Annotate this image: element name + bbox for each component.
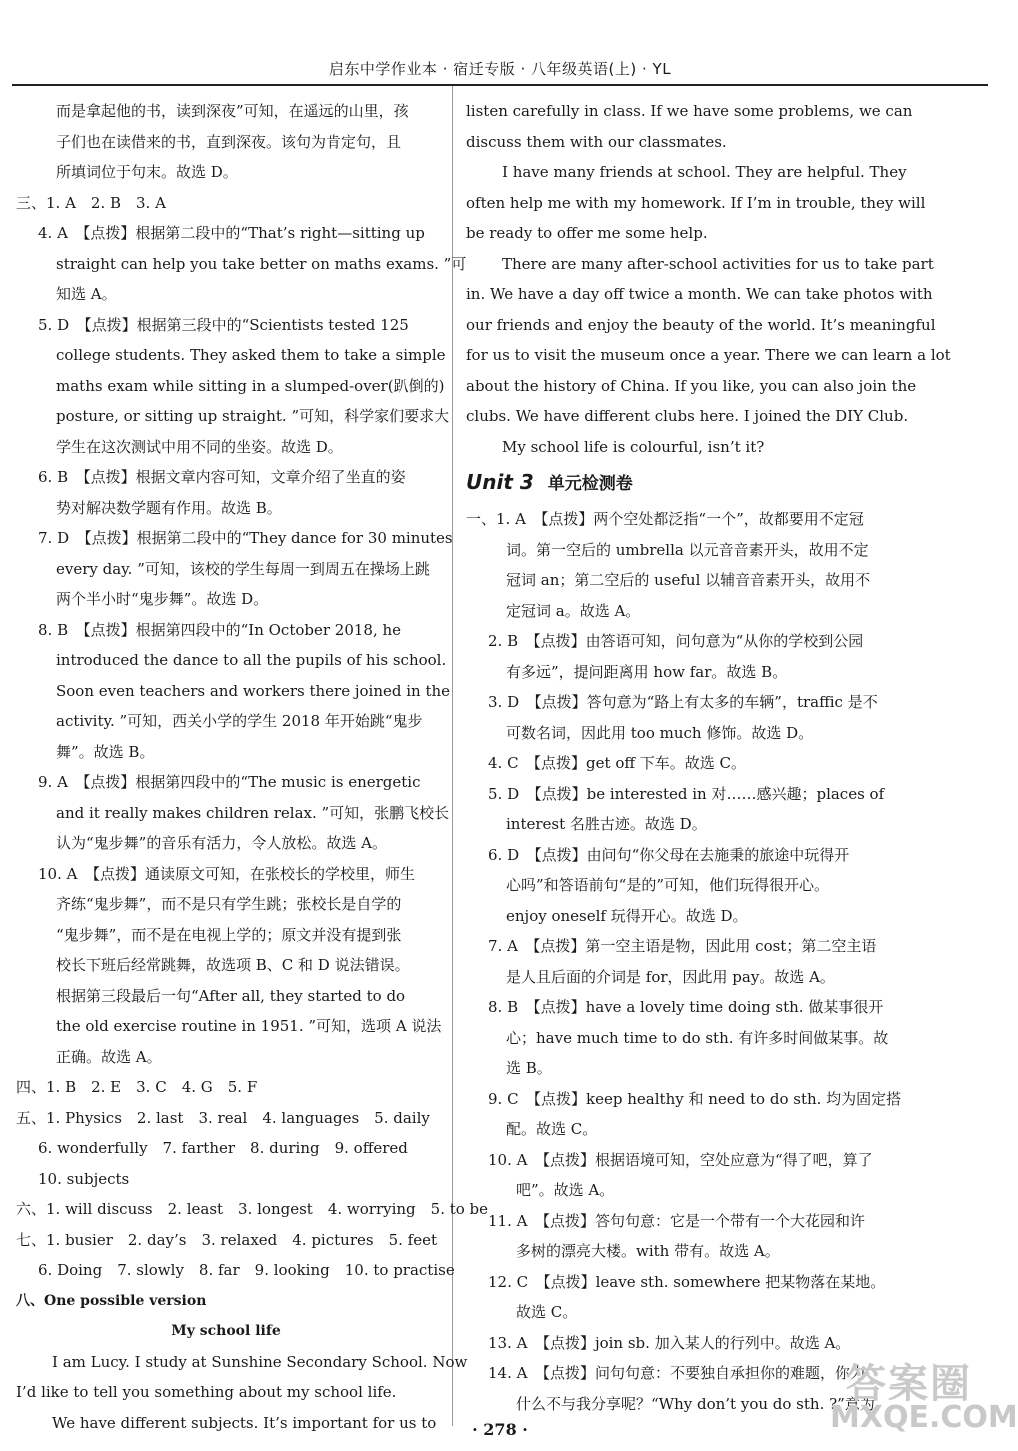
text-line: 14. A 【点拨】问句句意：不要独自承担你的难题，你为 [488,1364,865,1382]
text-line: 10. A 【点拨】通读原文可知，在张校长的学校里，师生 [38,864,415,883]
text-line: Soon even teachers and workers there joined in the [56,681,451,700]
text-line: 9. A 【点拨】根据第四段中的“The music is energetic [38,773,421,791]
text-line: listen carefully in class. If we have some problems, we can [466,102,913,120]
text-line: 什么不与我分享呢？“Why don’t you do sth. ?”意为 [516,1394,875,1413]
text-line: 根据第三段最后一句“After all, they started to do [56,986,406,1005]
text-line: 冠词 an；第二空后的 useful 以辅音音素开头，故用不 [506,571,871,589]
text-line: 心吗”和答语前句“是的”可知，他们玩得很开心。 [506,876,830,894]
running-header: 启东中学作业本 · 宿迁专版 · 八年级英语(上) · YL [328,60,672,78]
watermark-url: MXQE.COM [830,1400,1018,1435]
text-line: 势对解决数学题有作用。故选 B。 [56,498,282,517]
text-line: 11. A 【点拨】答句句意：它是一个带有一个大花园和许 [488,1211,865,1230]
text-line: our friends and enjoy the beauty of the world. It’s meaningful [466,315,936,334]
page-number: · 278 · [472,1420,528,1439]
unit-title: Unit 3 [466,470,534,494]
text-line: 4. A 【点拨】根据第二段中的“That’s right—sitting up [38,224,425,242]
text-line: 12. C 【点拨】leave sth. somewhere 把某物落在某地。 [488,1272,886,1291]
text-line: 8. B 【点拨】have a lovely time doing sth. 做某事很开 [488,998,884,1016]
text-line: every day. ”可知，该校的学生每周一到周五在操场上跳 [56,559,430,578]
text-line: 6. B 【点拨】根据文章内容可知，文章介绍了坐直的姿 [38,468,406,486]
text-line: 吧”。故选 A。 [516,1181,615,1199]
text-line: the old exercise routine in 1951. ”可知，选项 A 说法 [56,1017,442,1035]
text-line: 8. B 【点拨】根据第四段中的“In October 2018, he [38,620,402,639]
text-line: often help me with my homework. If I’m in trouble, they will [466,193,926,212]
text-line: for us to visit the museum once a year. There we can learn a lot [466,346,951,364]
text-line: clubs. We have different clubs here. I joined the DIY Club. [466,407,909,425]
text-line: in. We have a day off twice a month. We can take photos with [466,285,933,303]
text-line: 可数名词，因此用 too much 修饰。故选 D。 [506,723,814,742]
text-line: be ready to offer me some help. [466,224,708,242]
text-line: I am Lucy. I study at Sunshine Secondary School. Now [52,1352,468,1371]
text-line: 7. A 【点拨】第一空主语是物，因此用 cost；第二空主语 [488,937,877,955]
text-line: “鬼步舞”，而不是在电视上学的；原文并没有提到张 [56,925,402,944]
text-line: 校长下班后经常跳舞，故选项 B、C 和 D 说法错误。 [56,956,410,974]
text-line: 有多远”，提问距离用 how far。故选 B。 [506,662,788,681]
text-line: posture, or sitting up straight. ”可知，科学家们要求大 [56,407,450,425]
text-line: 5. D 【点拨】根据第三段中的“Scientists tested 125 [38,315,409,334]
left-column [16,96,489,1438]
text-line: 4. C 【点拨】get off 下车。故选 C。 [488,754,747,772]
text-line: 所填词位于句末。故选 D。 [56,163,238,181]
text-line: 认为“鬼步舞”的音乐有活力，令人放松。故选 A。 [56,834,387,852]
text-line: interest 名胜古迹。故选 D。 [506,815,707,833]
unit-subtitle: 单元检测卷 [547,474,633,494]
text-line: 是人且后面的介词是 for，因此用 pay。故选 A。 [506,967,835,986]
text-line: 一、1. A 【点拨】两个空处都泛指“一个”，故都要用不定冠 [466,510,864,528]
text-line: 知选 A。 [56,285,117,303]
text-line: 而是拿起他的书，读到深夜”可知，在遥远的山里，孩 [56,102,409,120]
watermark-logo [828,1352,1018,1436]
text-line: 13. A 【点拨】join sb. 加入某人的行列中。故选 A。 [488,1333,851,1352]
text-line: 6. D 【点拨】由问句“你父母在去施秉的旅途中玩得开 [488,845,850,864]
text-line: 四、1. B 2. E 3. C 4. G 5. F [16,1078,258,1096]
text-line: There are many after-school activities for us to take part [502,254,934,273]
text-line: activity. ”可知，西关小学的学生 2018 年开始跳“鬼步 [56,712,423,730]
text-line: We have different subjects. It’s important for us to [52,1413,437,1432]
text-line: 舞”。故选 B。 [56,742,155,761]
text-line: 齐练“鬼步舞”，而不是只有学生跳；张校长是自学的 [56,895,402,913]
text-line: 10. A 【点拨】根据语境可知，空处应意为“得了吧，算了 [488,1150,873,1169]
text-line: 6. Doing 7. slowly 8. far 9. looking 10. to practise [38,1261,455,1279]
text-line: 多树的漂亮大楼。with 带有。故选 A。 [516,1242,780,1260]
header-rule [12,84,988,86]
text-line: 7. D 【点拨】根据第二段中的“They dance for 30 minutes [38,529,453,547]
text-line: maths exam while sitting in a slumped-over(趴倒的) [56,376,445,395]
column-divider [452,86,453,1426]
text-line: college students. They asked them to take a simple [56,346,446,364]
text-line: enjoy oneself 玩得开心。故选 D。 [506,906,748,925]
text-line: My school life [171,1323,281,1339]
text-line: about the history of China. If you like, you can also join the [466,376,917,395]
text-line: 七、1. busier 2. day’s 3. relaxed 4. pictures 5. feet [16,1230,437,1249]
text-line: 5. D 【点拨】be interested in 对……感兴趣；places of [488,784,885,803]
text-line: I’d like to tell you something about my school life. [16,1383,397,1401]
text-line: 10. subjects [38,1169,130,1188]
text-line: 故选 C。 [516,1303,578,1321]
text-line: straight can help you take better on maths exams. ”可 [56,254,467,273]
watermark-text: 答案圈 [846,1361,972,1407]
text-line: 词。第一空后的 umbrella 以元音音素开头，故用不定 [506,540,869,559]
text-line: and it really makes children relax. ”可知，张鹏飞校长 [56,803,450,822]
text-line: 定冠词 a。故选 A。 [506,601,641,620]
text-line: 子们也在读借来的书，直到深夜。该句为肯定句，且 [56,132,402,151]
text-line: 心；have much time to do sth. 有许多时间做某事。故 [506,1028,889,1047]
text-line: 选 B。 [506,1059,552,1077]
text-line: 三、1. A 2. B 3. A [16,193,166,212]
text-line: I have many friends at school. They are helpful. They [502,163,907,181]
text-line: 9. C 【点拨】keep healthy 和 need to do sth. 均为固定搭 [488,1089,902,1108]
text-line: My school life is colourful, isn’t it? [502,437,765,456]
text-line [466,462,890,504]
text-line: 3. D 【点拨】答句意为“路上有太多的车辆”，traffic 是不 [488,693,878,711]
text-line: 五、1. Physics 2. last 3. real 4. languages 5. daily [16,1108,430,1127]
text-line: 2. B 【点拨】由答语可知，问句意为“从你的学校到公园 [488,632,864,650]
text-line: 两个半小时“鬼步舞”。故选 D。 [56,590,269,608]
text-line: 6. wonderfully 7. farther 8. during 9. offered [38,1139,408,1157]
text-line: 六、1. will discuss 2. least 3. longest 4. worrying 5. to be [16,1200,489,1218]
text-line: 学生在这次测试中用不同的坐姿。故选 D。 [56,437,343,456]
text-line: 配。故选 C。 [506,1120,598,1138]
text-line: discuss them with our classmates. [466,132,727,151]
text-line: 八、One possible version [16,1292,207,1309]
text-line: 正确。故选 A。 [56,1047,162,1066]
text-line: introduced the dance to all the pupils of his school. [56,651,447,669]
